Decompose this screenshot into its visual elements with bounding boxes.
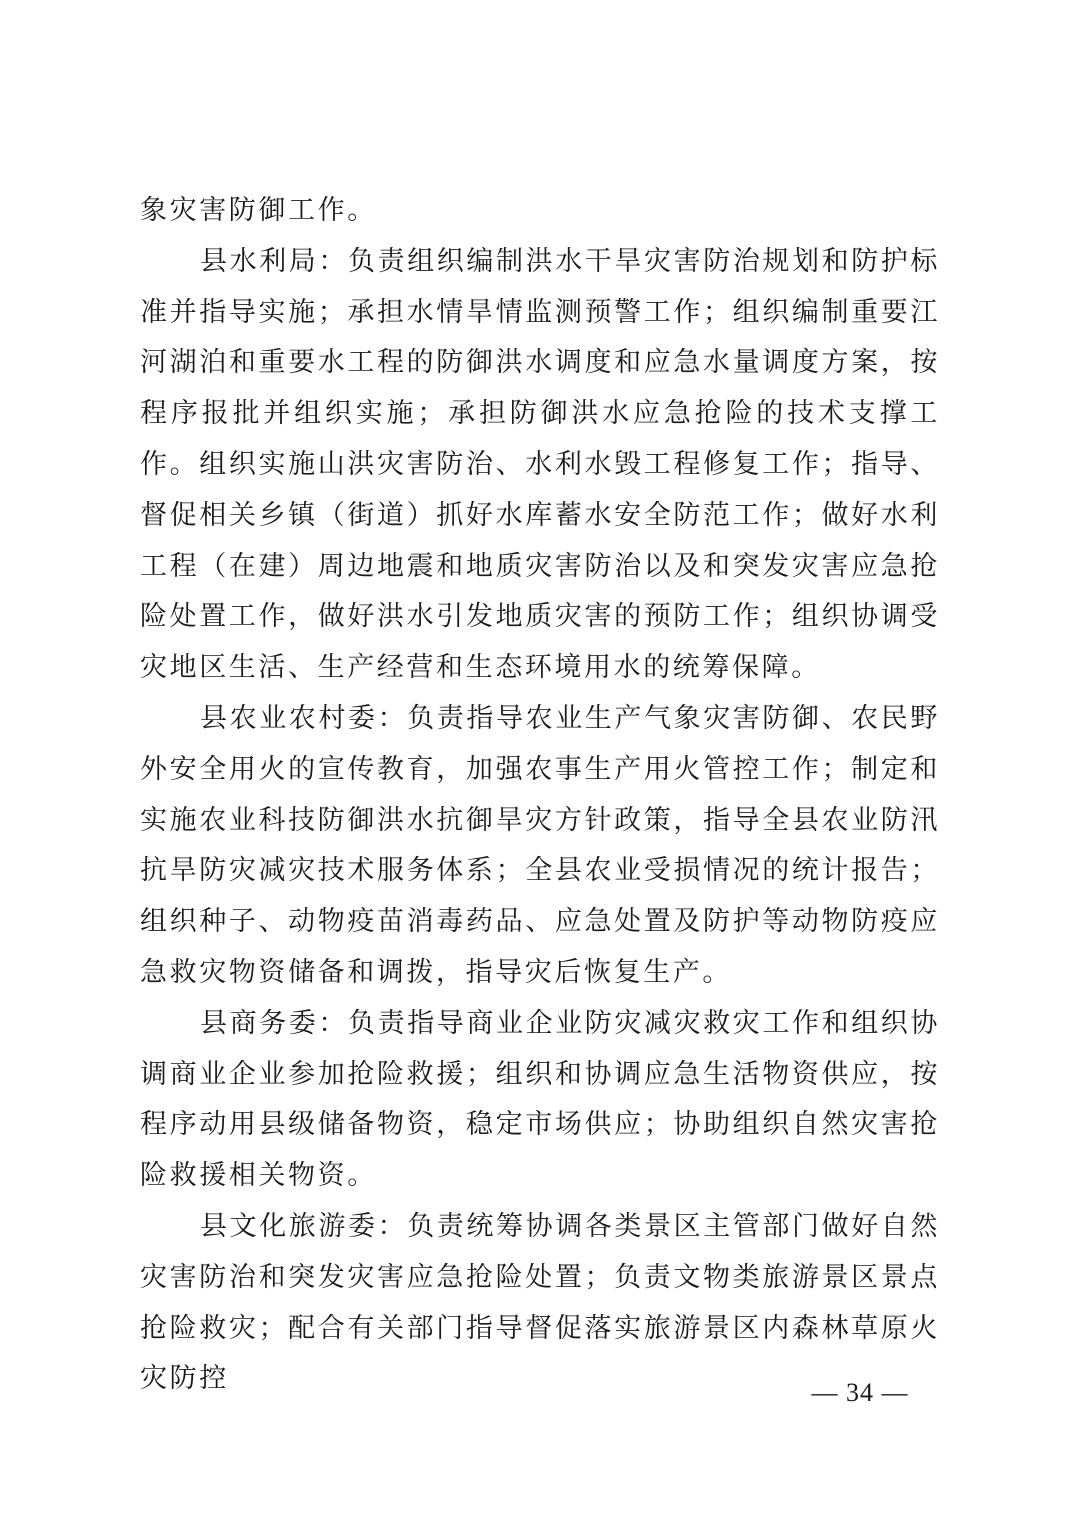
page-number: — 34 — — [811, 1378, 909, 1407]
document-body — [140, 186, 940, 1405]
paragraph-water-bureau: 县水利局：负责组织编制洪水干旱灾害防治规划和防护标准并指导实施；承担水情旱情监测预警工作；组织编制重要江河湖泊和重要水工程的防御洪水调度和应急水量调度方案，按程序报批并组织实施；承担防御洪水应急抢险的技术支撑工作。组织实施山洪灾害防治、水利水毁工程修复工作；指导、督促相关乡镇（街道）抓好水库蓄水安全防范工作；做好水利工程（在建）周边地震和地质灾害防治以及和突发灾害应急抢险处置工作，做好洪水引发地质灾害的预防工作；组织协调受灾地区生活、生产经营和生态环境用水的统筹保障。 — [140, 245, 940, 684]
paragraph-culture-tourism-committee: 县文化旅游委：负责统筹协调各类景区主管部门做好自然灾害防治和突发灾害应急抢险处置；负责文物类旅游景区景点抢险救灾；配合有关部门指导督促落实旅游景区内森林草原火灾防控 — [140, 1210, 940, 1395]
paragraph-commerce-committee: 县商务委：负责指导商业企业防灾减灾救灾工作和组织协调商业企业参加抢险救援；组织和协调应急生活物资供应，按程序动用县级储备物资，稳定市场供应；协助组织自然灾害抢险救援相关物资。 — [140, 1007, 940, 1192]
paragraph-continuation: 象灾害防御工作。 — [140, 195, 377, 226]
paragraph-agriculture-committee: 县农业农村委：负责指导农业生产气象灾害防御、农民野外安全用火的宣传教育，加强农事生产用火管控工作；制定和实施农业科技防御洪水抗御旱灾方针政策，指导全县农业防汛抗旱防灾减灾技术服务体系；全县农业受损情况的统计报告；组织种子、动物疫苗消毒药品、应急处置及防护等动物防疫应急救灾物资储备和调拨，指导灾后恢复生产。 — [140, 702, 940, 988]
